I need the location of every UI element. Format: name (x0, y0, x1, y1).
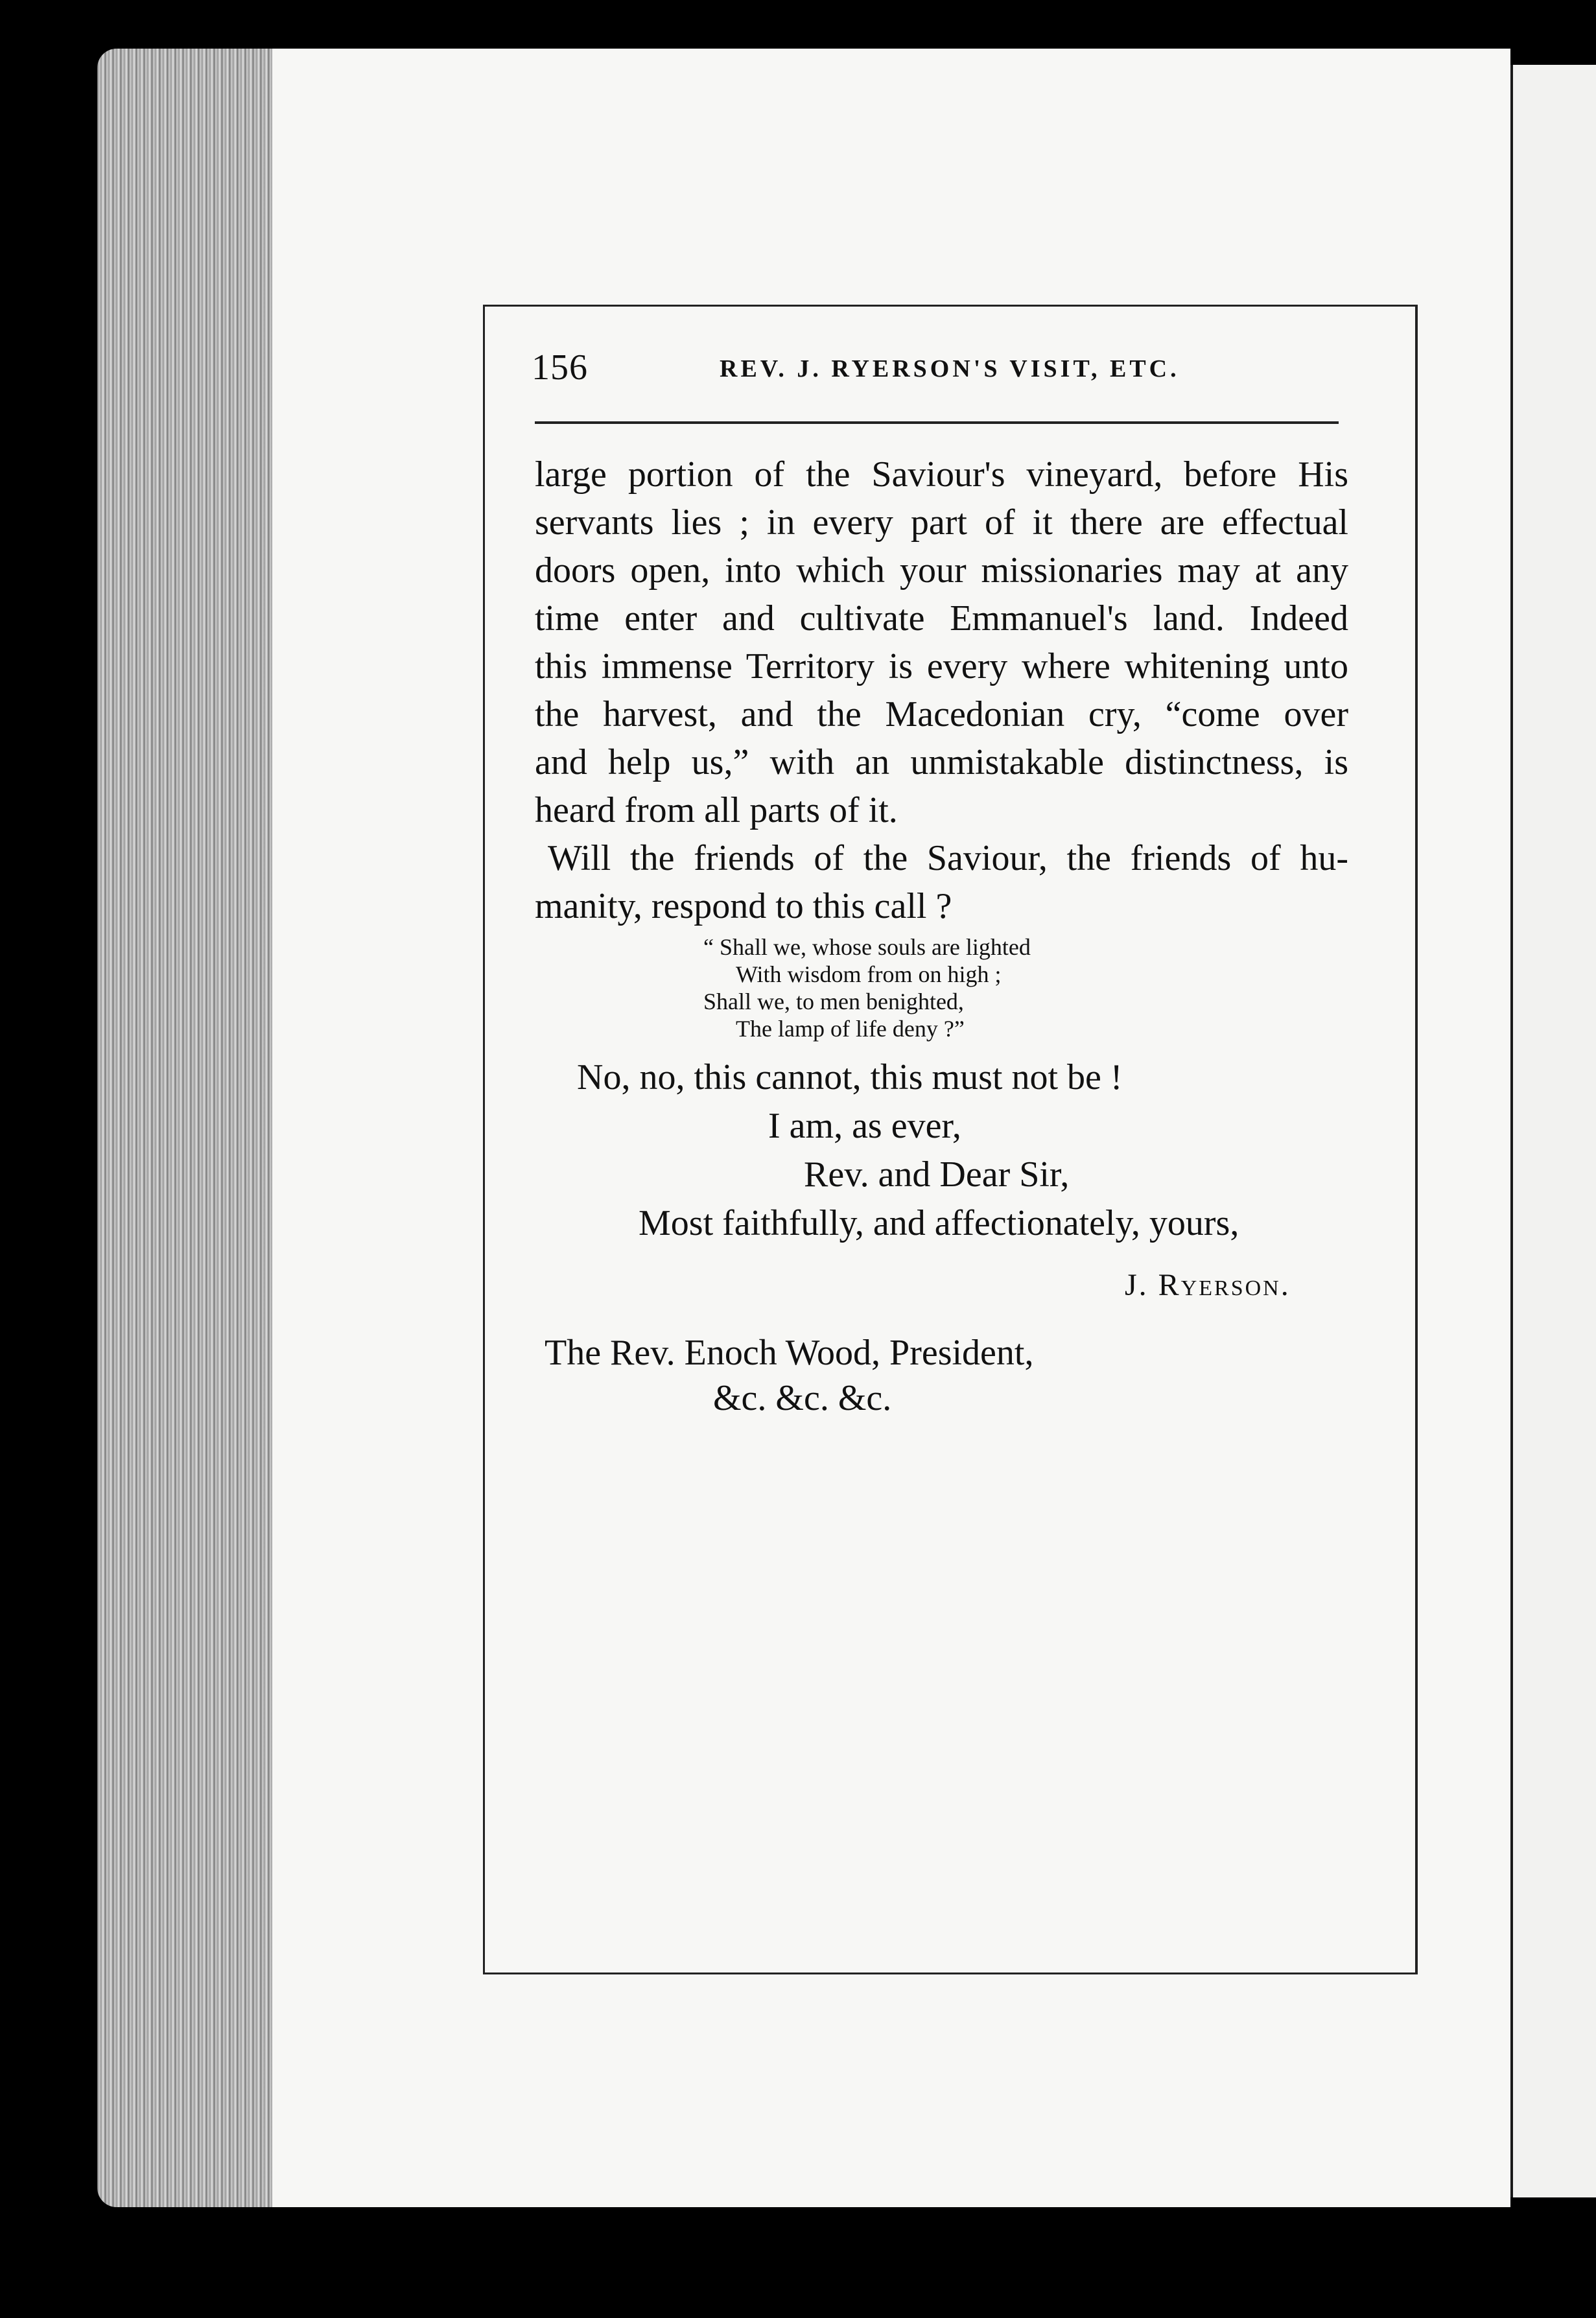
body-line: large portion of the Saviour's vineyard, before His (535, 454, 1348, 495)
signature: J. Ryerson. (1125, 1268, 1291, 1302)
book-page-edges (97, 49, 292, 2207)
running-title: REV. J. RYERSON'S VISIT, ETC. (720, 355, 1180, 382)
running-head (532, 347, 1361, 399)
closing-as-ever: I am, as ever, (768, 1106, 961, 1146)
body-line: this immense Territory is every where whitening unto (535, 646, 1348, 686)
body-line: doors open, into which your missionaries may at any (535, 550, 1348, 591)
verse-line: With wisdom from on high ; (736, 961, 1002, 987)
addressee-line: The Rev. Enoch Wood, President, (545, 1333, 1034, 1373)
closing-salutation: Rev. and Dear Sir, (804, 1154, 1070, 1195)
addressee-line: &c. &c. &c. (713, 1378, 892, 1418)
verse-line: The lamp of life deny ?” (736, 1016, 965, 1042)
body-line: servants lies ; in every part of it there are effectual (535, 502, 1348, 543)
page-number: 156 (532, 347, 588, 388)
verse-quotation (703, 933, 1196, 1042)
body-text (535, 451, 1348, 930)
body-line: and help us,” with an unmistakable distinctness, is (535, 742, 1348, 782)
body-line: the harvest, and the Macedonian cry, “come over (535, 694, 1348, 734)
verse-line: “ Shall we, whose souls are lighted (703, 934, 1031, 960)
closing-valediction: Most faithfully, and affectionately, yours, (639, 1203, 1239, 1243)
body-line: manity, respond to this call ? (535, 886, 952, 926)
body-line: Will the friends of the Saviour, the friends of hu- (548, 838, 1348, 878)
facing-page-edge (1510, 65, 1596, 2197)
closing-exclamation: No, no, this cannot, this must not be ! (577, 1057, 1123, 1097)
body-line: time enter and cultivate Emmanuel's land. Indeed (535, 598, 1348, 638)
verse-line: Shall we, to men benighted, (703, 989, 964, 1014)
body-line: heard from all parts of it. (535, 790, 898, 830)
header-rule (535, 421, 1339, 424)
